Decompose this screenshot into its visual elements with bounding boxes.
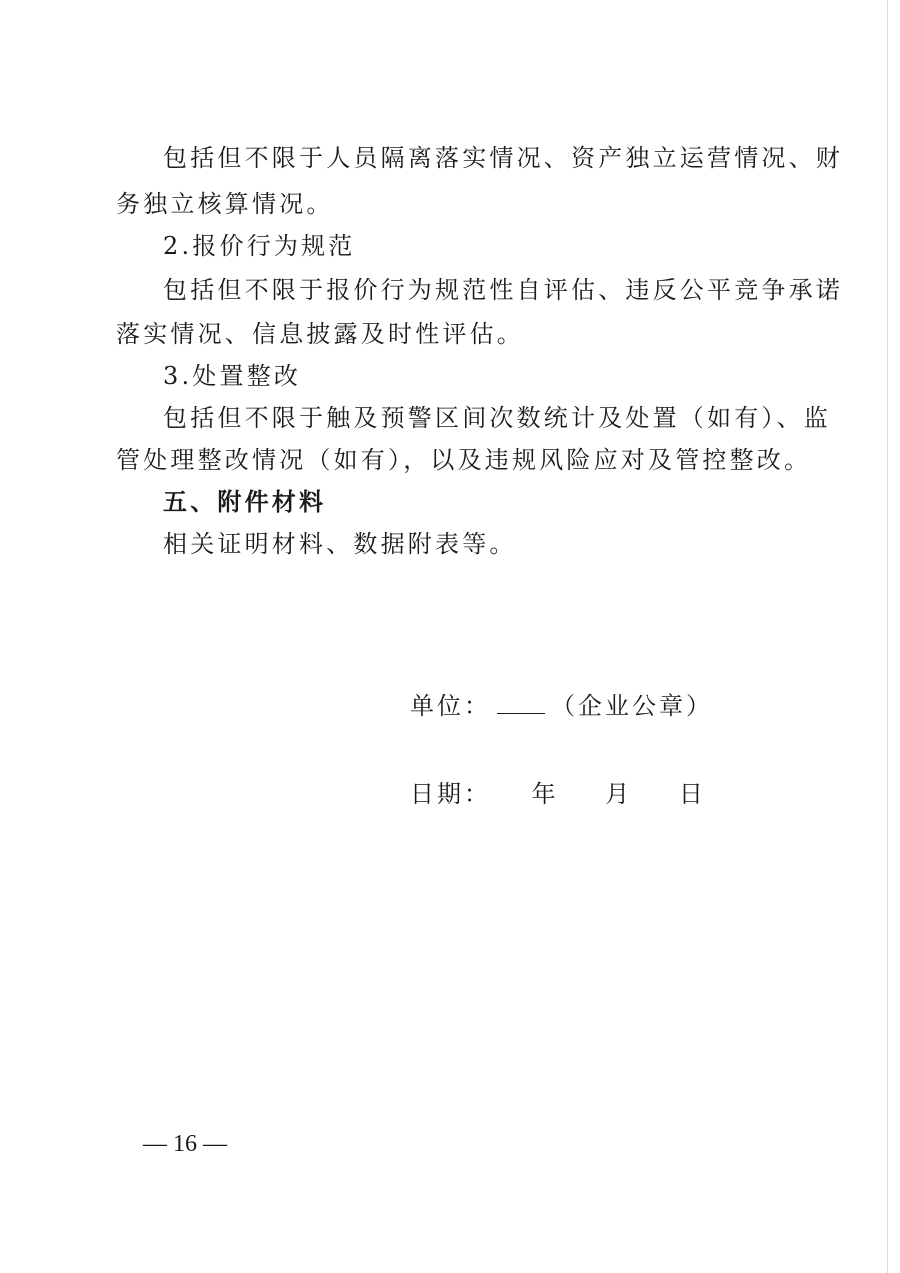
date-label: 日期： (410, 780, 491, 808)
chapter-heading: 五、附件材料 (163, 488, 327, 516)
paragraph-line: 相关证明材料、数据附表等。 (163, 530, 517, 558)
paragraph-line: 落实情况、信息披露及时性评估。 (116, 320, 524, 348)
signature-unit (410, 690, 713, 722)
date-year: 年 (531, 780, 559, 808)
unit-label: 单位： (410, 692, 491, 720)
paragraph-line: 务独立核算情况。 (116, 190, 334, 218)
page-number: — 16 — (143, 1131, 227, 1157)
paragraph-line: 包括但不限于报价行为规范性自评估、违反公平竞争承诺 (163, 276, 843, 304)
signature-date (410, 778, 706, 810)
paragraph-line: 包括但不限于人员隔离落实情况、资产独立运营情况、财 (163, 144, 843, 172)
paragraph-line: 包括但不限于触及预警区间次数统计及处置（如有）、监 (163, 404, 831, 432)
section-heading: 3.处置整改 (163, 362, 302, 390)
paragraph-line: 管处理整改情况（如有），以及违规风险应对及管控整改。 (116, 446, 812, 474)
unit-blank (497, 691, 545, 714)
section-heading: 2.报价行为规范 (163, 232, 356, 260)
date-day: 日 (678, 780, 706, 808)
date-month: 月 (605, 780, 633, 808)
unit-note: （企业公章） (551, 692, 713, 720)
